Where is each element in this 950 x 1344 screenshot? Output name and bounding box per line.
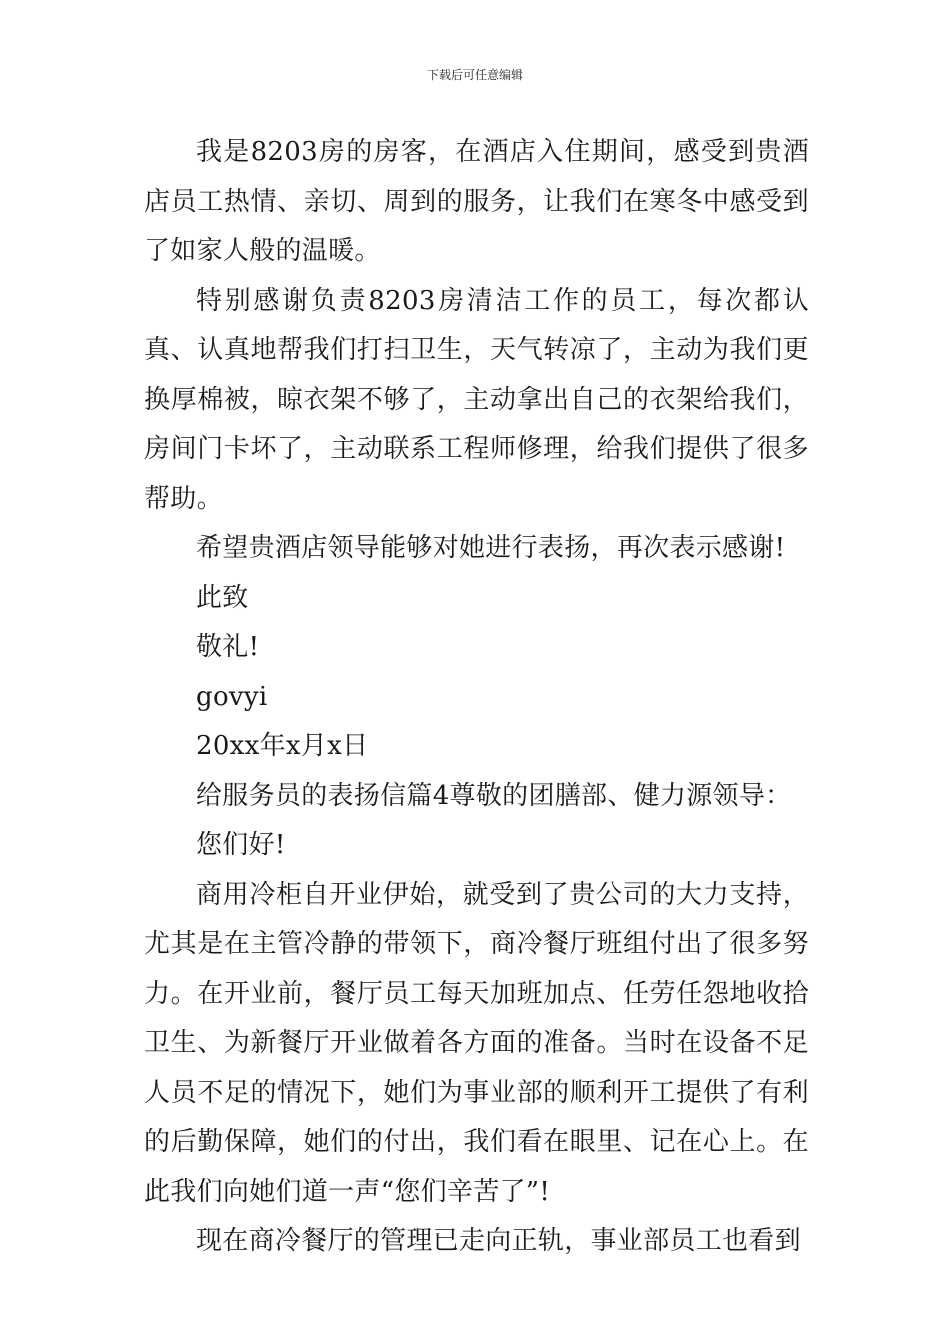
page-header-note: 下载后可任意编辑 (426, 68, 523, 82)
closing-regards: 敬礼! (196, 632, 260, 662)
paragraph-hope-praise: 希望贵酒店领导能够对她进行表扬，再次表示感谢! (196, 533, 786, 563)
letter-4-title: 给服务员的表扬信篇4尊敬的团膳部、健力源领导： (196, 780, 792, 811)
paragraph-canteen-support: 商用冷柜自开业伊始，就受到了贵公司的大力支持，尤其是在主管冷静的带领下，商冷餐厅班组付出了很多努力。在开业前，餐厅员工每天加班加点、任劳任怨地收拾卫生、为新餐厅开业做着各方面的准备。当时在设备不足人员不足的情况下，她们为事业部的顺利开工提供了有利的后勤保障，她们的付出，我们看在眼里、记在心上。在此我们向她们道一声“您们辛苦了”! (144, 879, 809, 1207)
paragraph-canteen-management: 现在商冷餐厅的管理已走向正轨，事业部员工也看到 (196, 1226, 801, 1256)
letter-date: 20xx年x月x日 (196, 731, 369, 761)
letter-body (144, 128, 809, 1267)
signature-name: govyi (196, 681, 268, 712)
paragraph-guest-intro: 我是8203房的房客，在酒店入住期间，感受到贵酒店员工热情、亲切、周到的服务，让我们在寒冬中感受到了如家人般的温暖。 (144, 137, 809, 266)
letter-4-greeting: 您们好! (196, 830, 286, 860)
closing-salutation: 此致 (196, 582, 249, 613)
paragraph-special-thanks: 特别感谢负责8203房清洁工作的员工，每次都认真、认真地帮我们打扫卫生，天气转凉了，主动为我们更换厚棉被，晾衣架不够了，主动拿出自己的衣架给我们，房间门卡坏了，主动联系工程师修理，给我们提供了很多帮助。 (144, 285, 809, 514)
